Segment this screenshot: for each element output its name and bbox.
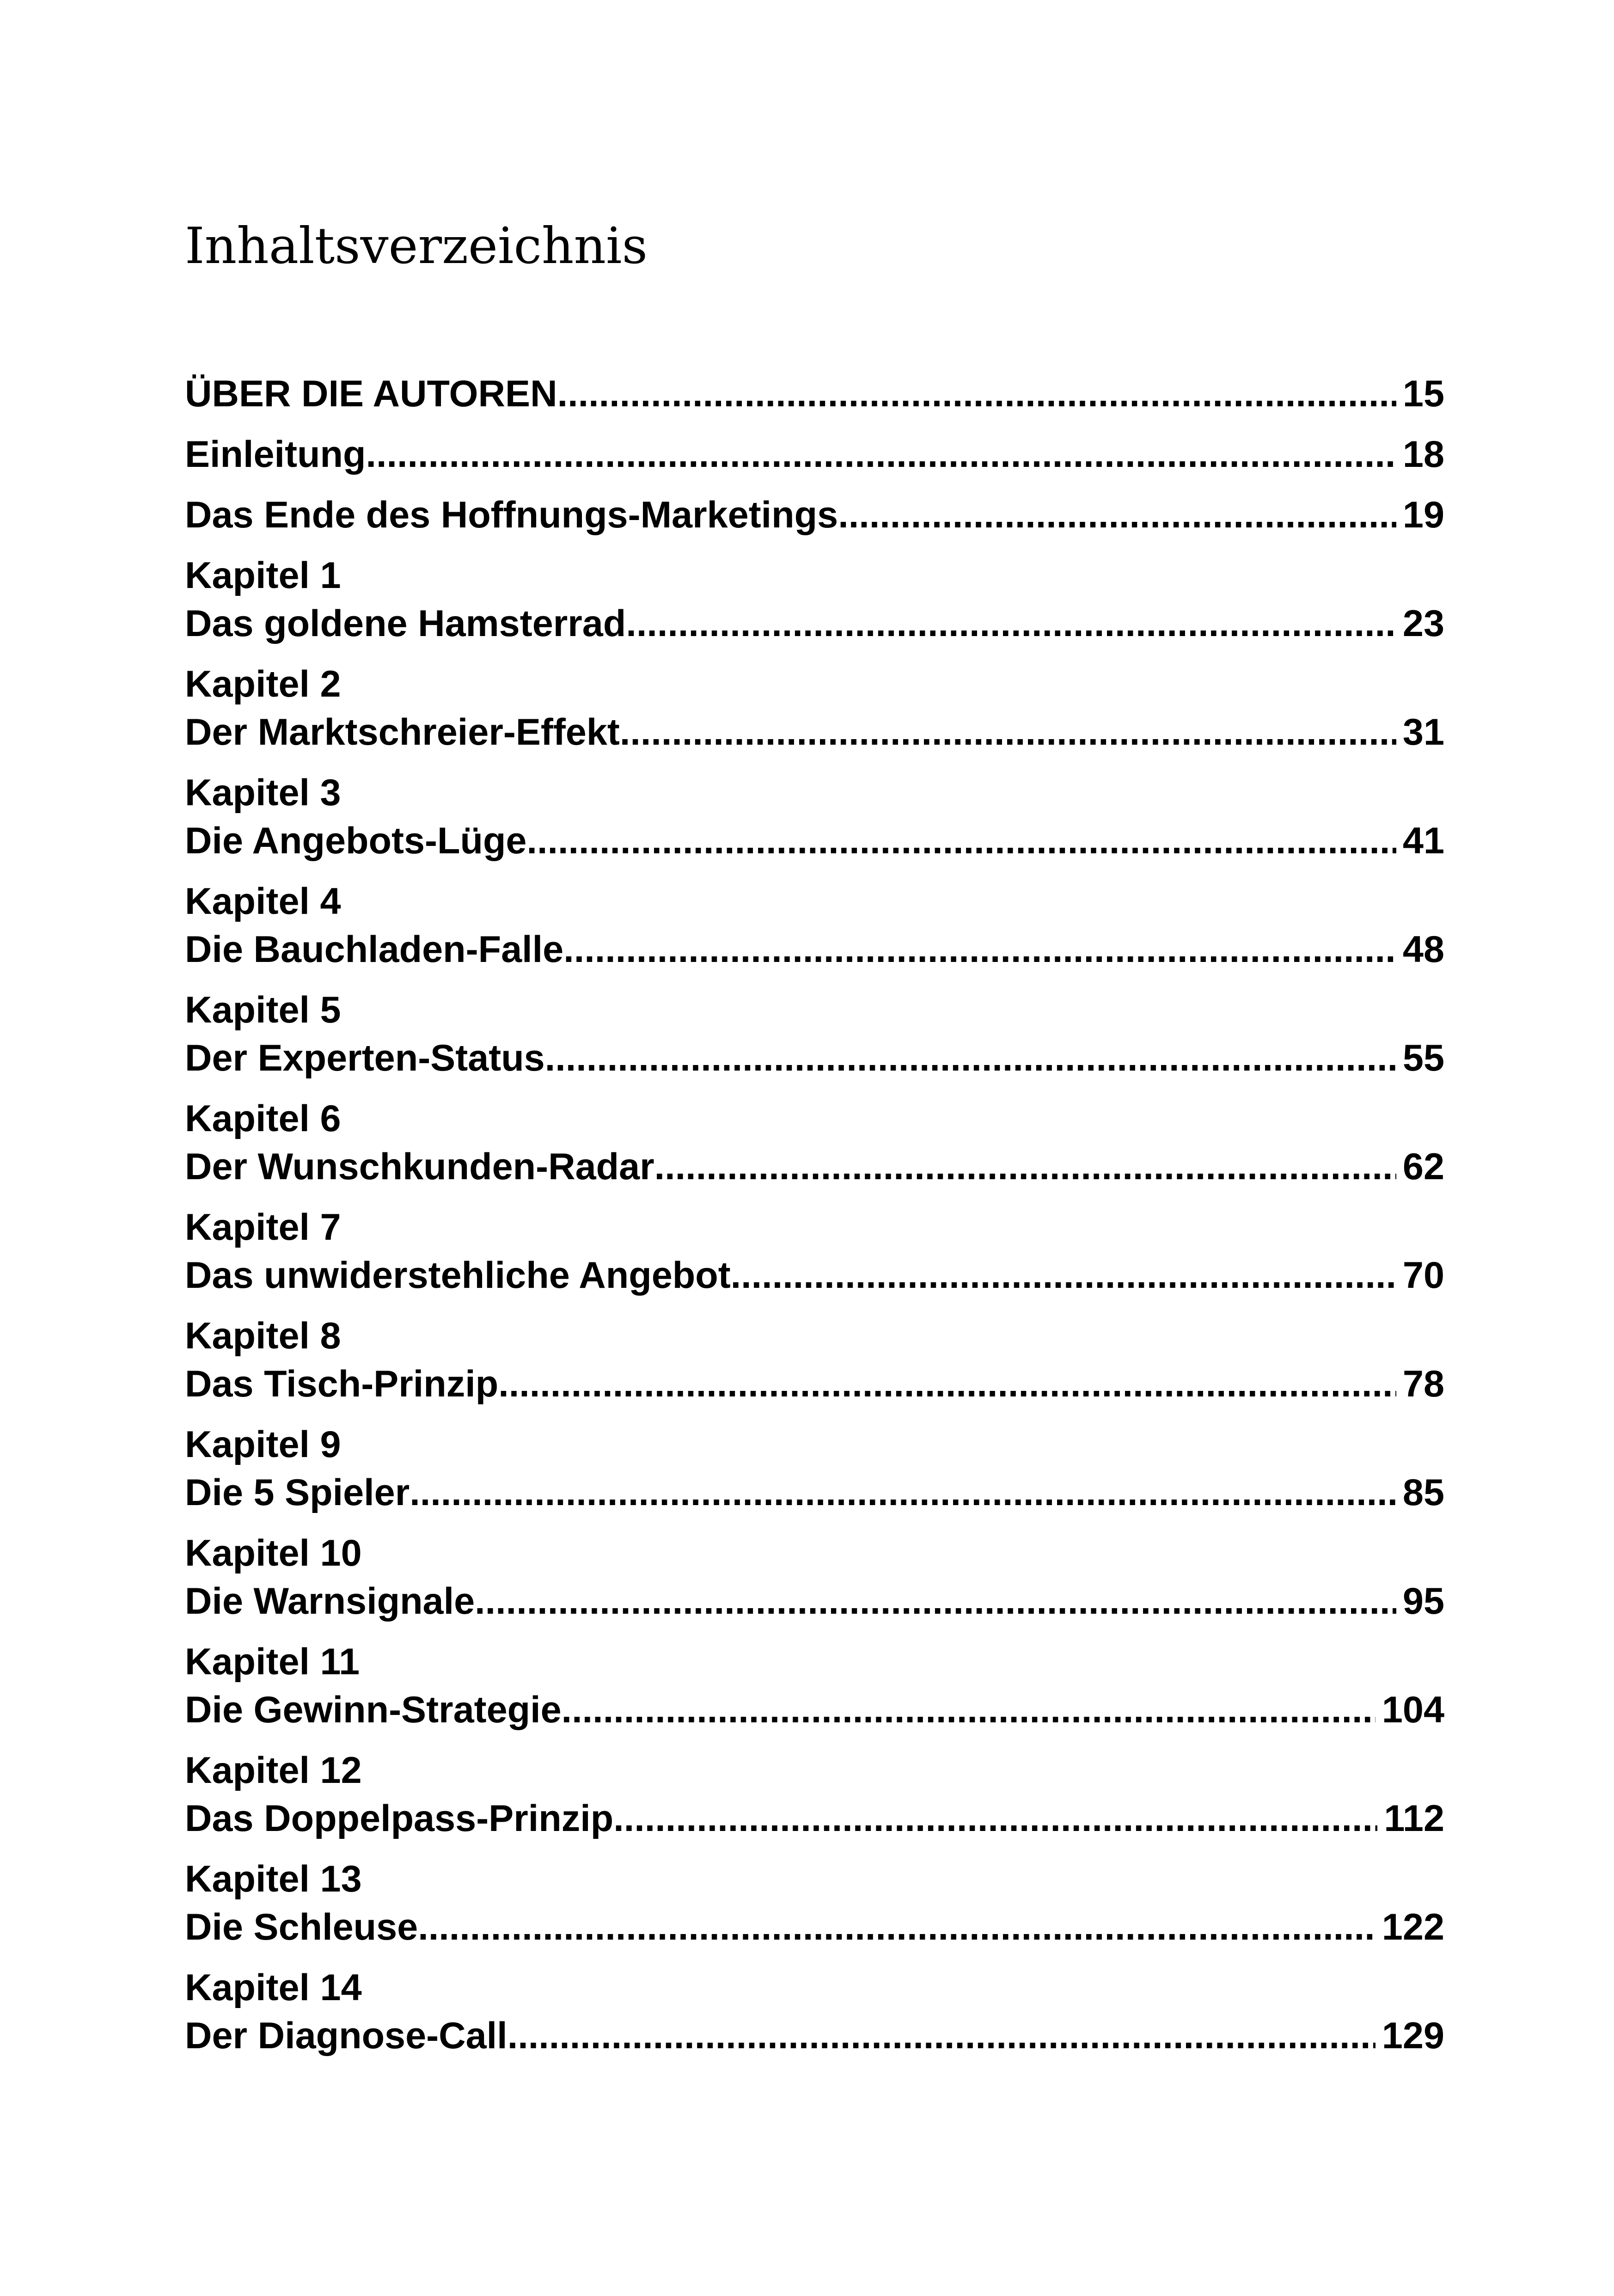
toc-line <box>185 1903 1444 1951</box>
chapter-label: Kapitel 1 <box>185 555 341 596</box>
page-number: 55 <box>1402 1037 1444 1079</box>
dot-leader <box>507 2012 1376 2060</box>
page-number: 41 <box>1402 820 1444 862</box>
dot-leader <box>563 925 1396 974</box>
entry-title: Der Marktschreier-Effekt <box>185 711 620 753</box>
toc-entry <box>185 660 1444 756</box>
toc-entry <box>185 986 1444 1082</box>
toc-entry <box>185 430 1444 478</box>
chapter-label: Kapitel 9 <box>185 1424 341 1465</box>
chapter-label: Kapitel 10 <box>185 1532 362 1574</box>
dot-leader <box>418 1903 1376 1951</box>
dot-leader <box>562 1686 1376 1734</box>
toc-line <box>185 925 1444 974</box>
toc-entry <box>185 1203 1444 1299</box>
toc-line <box>185 1794 1444 1843</box>
toc-entry <box>185 769 1444 865</box>
entry-title: Die Warnsignale <box>185 1580 475 1622</box>
dot-leader <box>838 491 1396 539</box>
toc-line <box>185 370 1444 418</box>
entry-title: Das unwiderstehliche Angebot <box>185 1255 731 1296</box>
toc-entry <box>185 551 1444 648</box>
dot-leader <box>498 1360 1396 1408</box>
toc-line <box>185 1034 1444 1082</box>
toc-entry <box>185 1964 1444 2060</box>
chapter-label: Kapitel 13 <box>185 1858 362 1900</box>
chapter-label: Kapitel 5 <box>185 989 341 1031</box>
toc-line <box>185 600 1444 648</box>
toc-entry <box>185 491 1444 539</box>
chapter-label: Kapitel 7 <box>185 1206 341 1248</box>
page-number: 122 <box>1382 1906 1444 1948</box>
toc-line <box>185 1143 1444 1191</box>
chapter-label: Kapitel 3 <box>185 772 341 814</box>
page-number: 48 <box>1402 929 1444 970</box>
page-number: 129 <box>1382 2015 1444 2057</box>
entry-title: Der Wunschkunden-Radar <box>185 1146 654 1188</box>
dot-leader <box>613 1794 1377 1843</box>
toc-entry <box>185 1420 1444 1517</box>
chapter-label: Kapitel 8 <box>185 1315 341 1357</box>
page-number: 95 <box>1402 1580 1444 1622</box>
toc-entry <box>185 1855 1444 1951</box>
table-of-contents <box>185 370 1444 2072</box>
entry-title: Die Bauchladen-Falle <box>185 929 564 970</box>
dot-leader <box>366 430 1396 478</box>
entry-title: Der Diagnose-Call <box>185 2015 507 2057</box>
page-number: 78 <box>1402 1363 1444 1405</box>
dot-leader <box>620 708 1396 756</box>
toc-line <box>185 1251 1444 1299</box>
entry-title: Die 5 Spieler <box>185 1472 410 1513</box>
page-number: 85 <box>1402 1472 1444 1513</box>
entry-title: Die Gewinn-Strategie <box>185 1689 562 1731</box>
dot-leader <box>654 1143 1396 1191</box>
page-number: 104 <box>1382 1689 1444 1731</box>
entry-title: ÜBER DIE AUTOREN <box>185 373 557 415</box>
chapter-label: Kapitel 14 <box>185 1967 362 2008</box>
toc-entry <box>185 1746 1444 1843</box>
chapter-label: Kapitel 6 <box>185 1098 341 1139</box>
chapter-label: Kapitel 12 <box>185 1750 362 1791</box>
page-number: 31 <box>1402 711 1444 753</box>
dot-leader <box>626 600 1396 648</box>
toc-entry <box>185 1529 1444 1625</box>
toc-entry <box>185 877 1444 974</box>
toc-line <box>185 2012 1444 2060</box>
toc-entry <box>185 370 1444 418</box>
toc-line <box>185 430 1444 478</box>
page-title: Inhaltsverzeichnis <box>185 217 648 275</box>
page-number: 70 <box>1402 1255 1444 1296</box>
page-number: 23 <box>1402 603 1444 644</box>
toc-line <box>185 817 1444 865</box>
entry-title: Das Tisch-Prinzip <box>185 1363 499 1405</box>
entry-title: Das Ende des Hoffnungs-Marketings <box>185 494 838 536</box>
toc-entry <box>185 1638 1444 1734</box>
entry-title: Das Doppelpass-Prinzip <box>185 1798 614 1839</box>
toc-entry <box>185 1095 1444 1191</box>
page-number: 15 <box>1402 373 1444 415</box>
chapter-label: Kapitel 4 <box>185 881 341 922</box>
dot-leader <box>526 817 1396 865</box>
entry-title: Das goldene Hamsterrad <box>185 603 626 644</box>
entry-title: Einleitung <box>185 434 366 475</box>
page-number: 19 <box>1402 494 1444 536</box>
page-number: 112 <box>1384 1798 1444 1839</box>
toc-entry <box>185 1312 1444 1408</box>
entry-title: Die Angebots-Lüge <box>185 820 527 862</box>
chapter-label: Kapitel 11 <box>185 1641 360 1683</box>
toc-line <box>185 708 1444 756</box>
entry-title: Die Schleuse <box>185 1906 418 1948</box>
page-number: 18 <box>1402 434 1444 475</box>
toc-line <box>185 491 1444 539</box>
dot-leader <box>410 1469 1396 1517</box>
entry-title: Der Experten-Status <box>185 1037 545 1079</box>
toc-line <box>185 1360 1444 1408</box>
page-number: 62 <box>1402 1146 1444 1188</box>
dot-leader <box>545 1034 1396 1082</box>
toc-line <box>185 1469 1444 1517</box>
dot-leader <box>475 1577 1396 1625</box>
toc-line <box>185 1577 1444 1625</box>
chapter-label: Kapitel 2 <box>185 663 341 705</box>
dot-leader <box>557 370 1396 418</box>
toc-line <box>185 1686 1444 1734</box>
dot-leader <box>731 1251 1396 1299</box>
